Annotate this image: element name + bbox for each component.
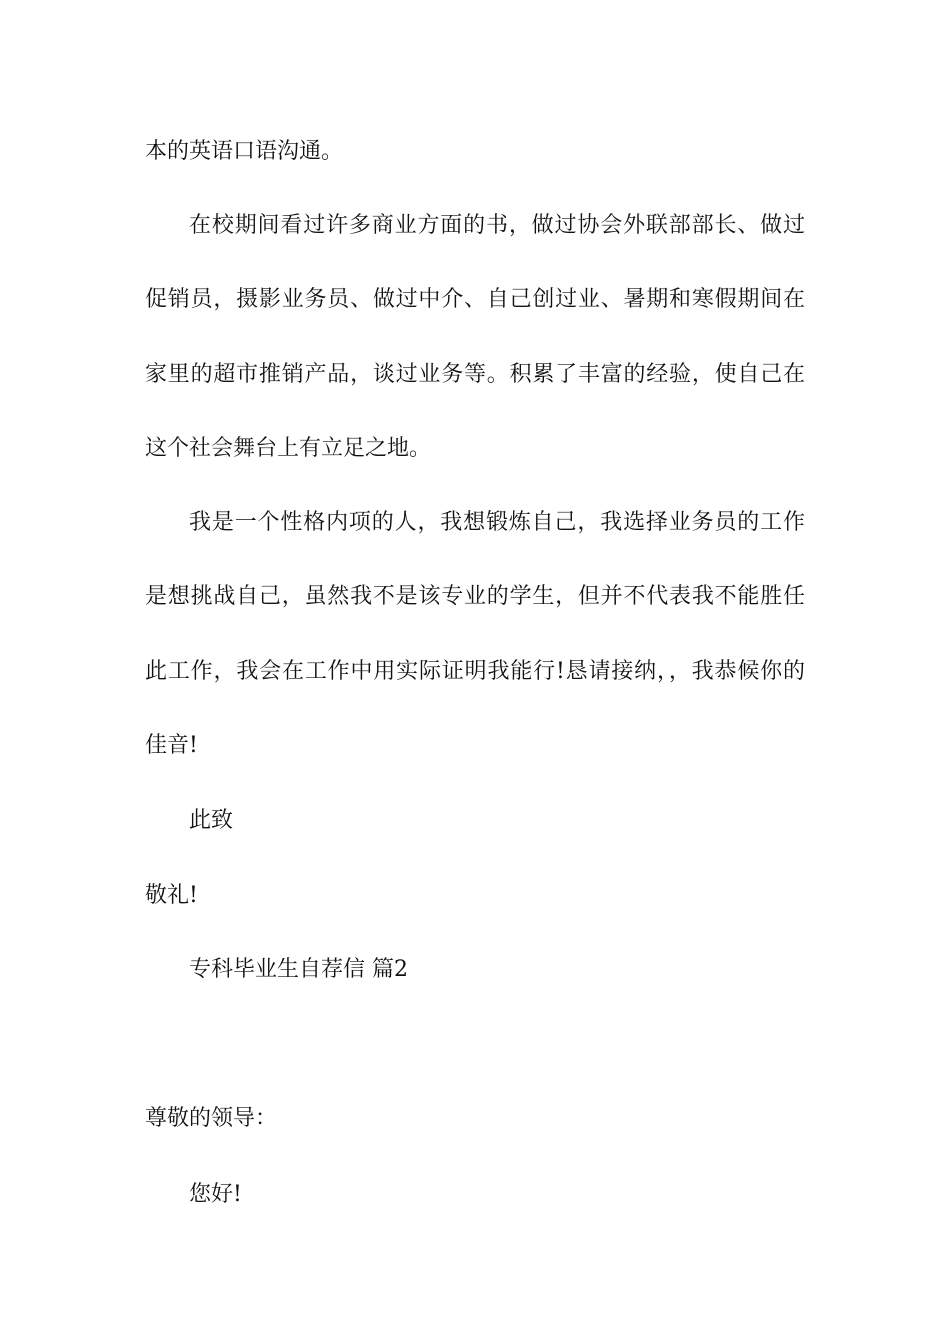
paragraph-line: 家里的超市推销产品，谈过业务等。积累了丰富的经验，使自己在 bbox=[145, 362, 805, 387]
paragraph-line: 我是一个性格内项的人，我想锻炼自己，我选择业务员的工作 bbox=[189, 510, 805, 535]
paragraph-line: 这个社会舞台上有立足之地。 bbox=[145, 436, 432, 461]
paragraph-line: 佳音! bbox=[145, 733, 198, 758]
paragraph-line: 此工作，我会在工作中用实际证明我能行!恳请接纳，，我恭候你的 bbox=[145, 659, 805, 684]
paragraph-line: 本的英语口语沟通。 bbox=[145, 139, 344, 164]
paragraph-line: 促销员，摄影业务员、做过中介、自己创过业、暑期和寒假期间在 bbox=[145, 287, 805, 312]
paragraph-line: 在校期间看过许多商业方面的书，做过协会外联部部长、做过 bbox=[189, 213, 805, 238]
greeting-line: 您好! bbox=[189, 1182, 242, 1207]
greeting-recipient: 尊敬的领导： bbox=[145, 1106, 278, 1131]
section-heading: 专科毕业生自荐信 篇2 bbox=[189, 957, 408, 982]
paragraph-line: 是想挑战自己，虽然我不是该专业的学生，但并不代表我不能胜任 bbox=[145, 584, 805, 609]
closing-regards: 敬礼! bbox=[145, 883, 198, 908]
closing-salutation: 此致 bbox=[189, 808, 234, 833]
